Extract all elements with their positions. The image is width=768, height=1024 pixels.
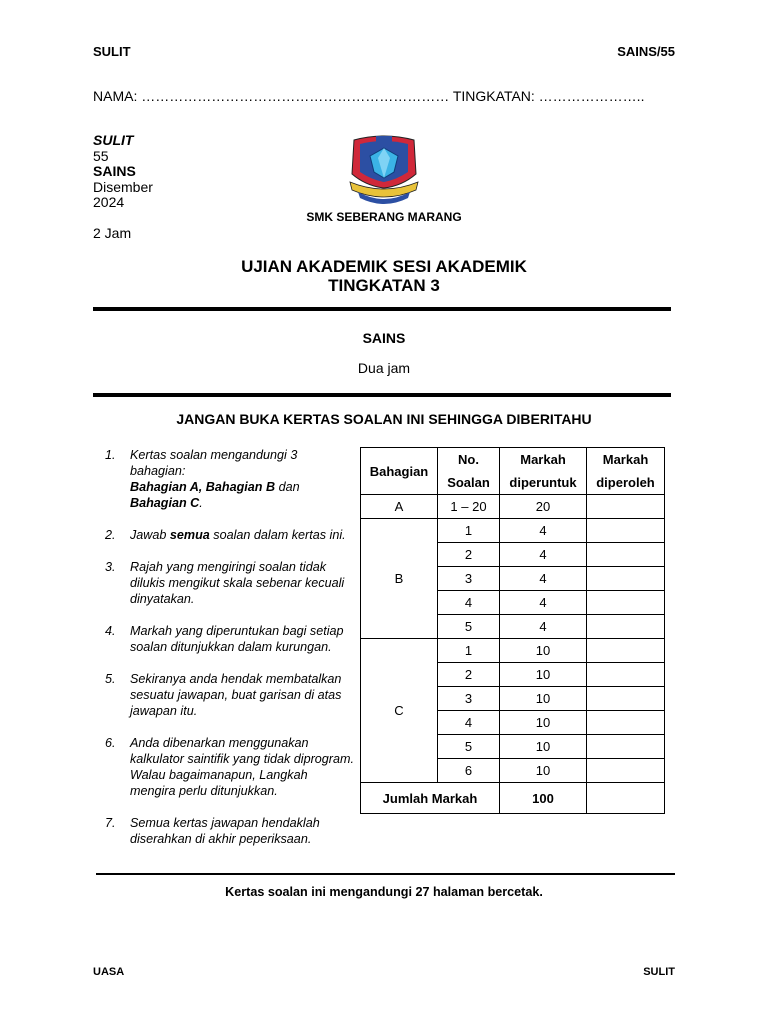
- warning-text: JANGAN BUKA KERTAS SOALAN INI SEHINGGA DIBERITAHU: [176, 411, 592, 427]
- instruction-number: 2.: [105, 528, 116, 542]
- question-cell: 2: [438, 663, 500, 687]
- subject-heading: SAINS: [362, 330, 406, 346]
- instruction-text: Kertas soalan mengandungi 3 bahagian:: [130, 448, 298, 478]
- meta-year: 2024: [93, 194, 125, 210]
- instructions-list: [93, 447, 355, 863]
- instruction-text: Rajah yang mengiringi soalan tidak dilukis mengikut skala sebenar kecuali dinyatakan.: [130, 560, 345, 606]
- marks-cell: 10: [500, 711, 587, 735]
- meta-subject: SAINS: [93, 163, 136, 179]
- divider-bottom: [93, 393, 671, 397]
- marks-cell: 4: [500, 543, 587, 567]
- obtained-cell[interactable]: [587, 759, 665, 783]
- instruction-number: 5.: [105, 672, 116, 686]
- footer-left: UASA: [93, 966, 125, 978]
- obtained-cell[interactable]: [587, 543, 665, 567]
- instruction-item: [93, 671, 355, 719]
- marks-cell: 10: [500, 735, 587, 759]
- marks-cell: 4: [500, 567, 587, 591]
- header-text: No.: [458, 452, 479, 467]
- question-cell: 6: [438, 759, 500, 783]
- marks-cell: 4: [500, 615, 587, 639]
- table-row: [361, 495, 665, 519]
- school-name: SMK SEBERANG MARANG: [306, 210, 462, 224]
- table-header-row: [361, 448, 665, 495]
- exam-title-line1: UJIAN AKADEMIK SESI AKADEMIK: [241, 257, 527, 276]
- total-obtained-cell[interactable]: [587, 783, 665, 814]
- question-cell: 1: [438, 519, 500, 543]
- obtained-cell[interactable]: [587, 735, 665, 759]
- school-crest-icon: [346, 134, 422, 206]
- header-markah-diperuntuk: [500, 448, 587, 495]
- header-text: Markah: [520, 452, 566, 467]
- section-cell: C: [361, 639, 438, 783]
- header-text: Soalan: [447, 475, 490, 490]
- instruction-text: Sekiranya anda hendak membatalkan sesuatu jawapan, buat garisan di atas jawapan itu.: [130, 672, 342, 718]
- footer-divider: [96, 873, 675, 875]
- meta-month: Disember: [93, 179, 153, 195]
- meta-duration: 2 Jam: [93, 225, 132, 241]
- obtained-cell[interactable]: [587, 519, 665, 543]
- instruction-text: dan: [275, 480, 300, 494]
- marks-cell: 10: [500, 663, 587, 687]
- marks-cell: 10: [500, 687, 587, 711]
- instruction-text: Anda dibenarkan menggunakan kalkulator saintifik yang tidak diprogram. Walau bagaimanapun, Langkah mengira perlu ditunjukkan.: [130, 736, 354, 798]
- table-row: [361, 639, 665, 663]
- question-cell: 5: [438, 615, 500, 639]
- subject-duration: Dua jam: [357, 360, 411, 376]
- marks-cell: 4: [500, 591, 587, 615]
- instruction-number: 1.: [105, 448, 116, 462]
- instruction-item: [93, 623, 355, 655]
- obtained-cell[interactable]: [587, 591, 665, 615]
- instruction-number: 4.: [105, 624, 116, 638]
- section-cell: B: [361, 519, 438, 639]
- instruction-text: Markah yang diperuntukan bagi setiap soalan ditunjukkan dalam kurungan.: [130, 624, 344, 654]
- divider-top: [93, 307, 671, 311]
- total-value: 100: [500, 783, 587, 814]
- question-cell: 5: [438, 735, 500, 759]
- instruction-item: [93, 527, 355, 543]
- marks-table: [360, 447, 665, 814]
- name-class-line: NAMA: ………………………………………………………… TINGKATAN: …………………..: [93, 88, 645, 104]
- instruction-number: 6.: [105, 736, 116, 750]
- obtained-cell[interactable]: [587, 495, 665, 519]
- header-left: SULIT: [93, 44, 131, 59]
- obtained-cell[interactable]: [587, 687, 665, 711]
- page-count-note: Kertas soalan ini mengandungi 27 halaman bercetak.: [225, 885, 543, 899]
- marks-cell: 20: [500, 495, 587, 519]
- meta-code: 55: [93, 148, 109, 164]
- instruction-text: soalan dalam kertas ini.: [209, 528, 346, 542]
- meta-sulit: SULIT: [93, 132, 134, 148]
- instruction-bold: Bahagian A, Bahagian B: [130, 480, 276, 494]
- footer-right: SULIT: [643, 966, 675, 978]
- table-row: [361, 519, 665, 543]
- section-cell: A: [361, 495, 438, 519]
- question-cell: 4: [438, 591, 500, 615]
- instruction-item: [93, 815, 355, 847]
- header-text: diperuntuk: [509, 475, 577, 490]
- obtained-cell[interactable]: [587, 663, 665, 687]
- header-right: SAINS/55: [617, 44, 675, 59]
- question-cell: 2: [438, 543, 500, 567]
- question-cell: 3: [438, 567, 500, 591]
- header-markah-diperoleh: [587, 448, 665, 495]
- header-no-soalan: [438, 448, 500, 495]
- obtained-cell[interactable]: [587, 567, 665, 591]
- instruction-number: 7.: [105, 816, 116, 830]
- instruction-text: Semua kertas jawapan hendaklah diserahkan di akhir peperiksaan.: [130, 816, 320, 846]
- total-label: Jumlah Markah: [361, 783, 500, 814]
- table-total-row: [361, 783, 665, 814]
- marks-cell: 4: [500, 519, 587, 543]
- header-bahagian: Bahagian: [361, 448, 438, 495]
- instruction-item: [93, 447, 355, 511]
- marks-cell: 10: [500, 759, 587, 783]
- marks-cell: 10: [500, 639, 587, 663]
- header-text: Markah: [602, 452, 649, 467]
- instruction-text: Jawab: [130, 528, 170, 542]
- obtained-cell[interactable]: [587, 615, 665, 639]
- question-cell: 1 – 20: [438, 495, 500, 519]
- instruction-number: 3.: [105, 560, 116, 574]
- obtained-cell[interactable]: [587, 639, 665, 663]
- instruction-item: [93, 559, 355, 607]
- question-cell: 1: [438, 639, 500, 663]
- question-cell: 3: [438, 687, 500, 711]
- exam-title: [184, 257, 584, 295]
- instruction-item: [93, 735, 355, 799]
- instruction-text: .: [199, 496, 203, 510]
- question-cell: 4: [438, 711, 500, 735]
- instruction-bold: Bahagian C: [130, 496, 200, 510]
- instruction-bold: semua: [169, 528, 210, 542]
- obtained-cell[interactable]: [587, 711, 665, 735]
- exam-title-line2: TINGKATAN 3: [328, 276, 440, 295]
- header-text: diperoleh: [596, 475, 655, 490]
